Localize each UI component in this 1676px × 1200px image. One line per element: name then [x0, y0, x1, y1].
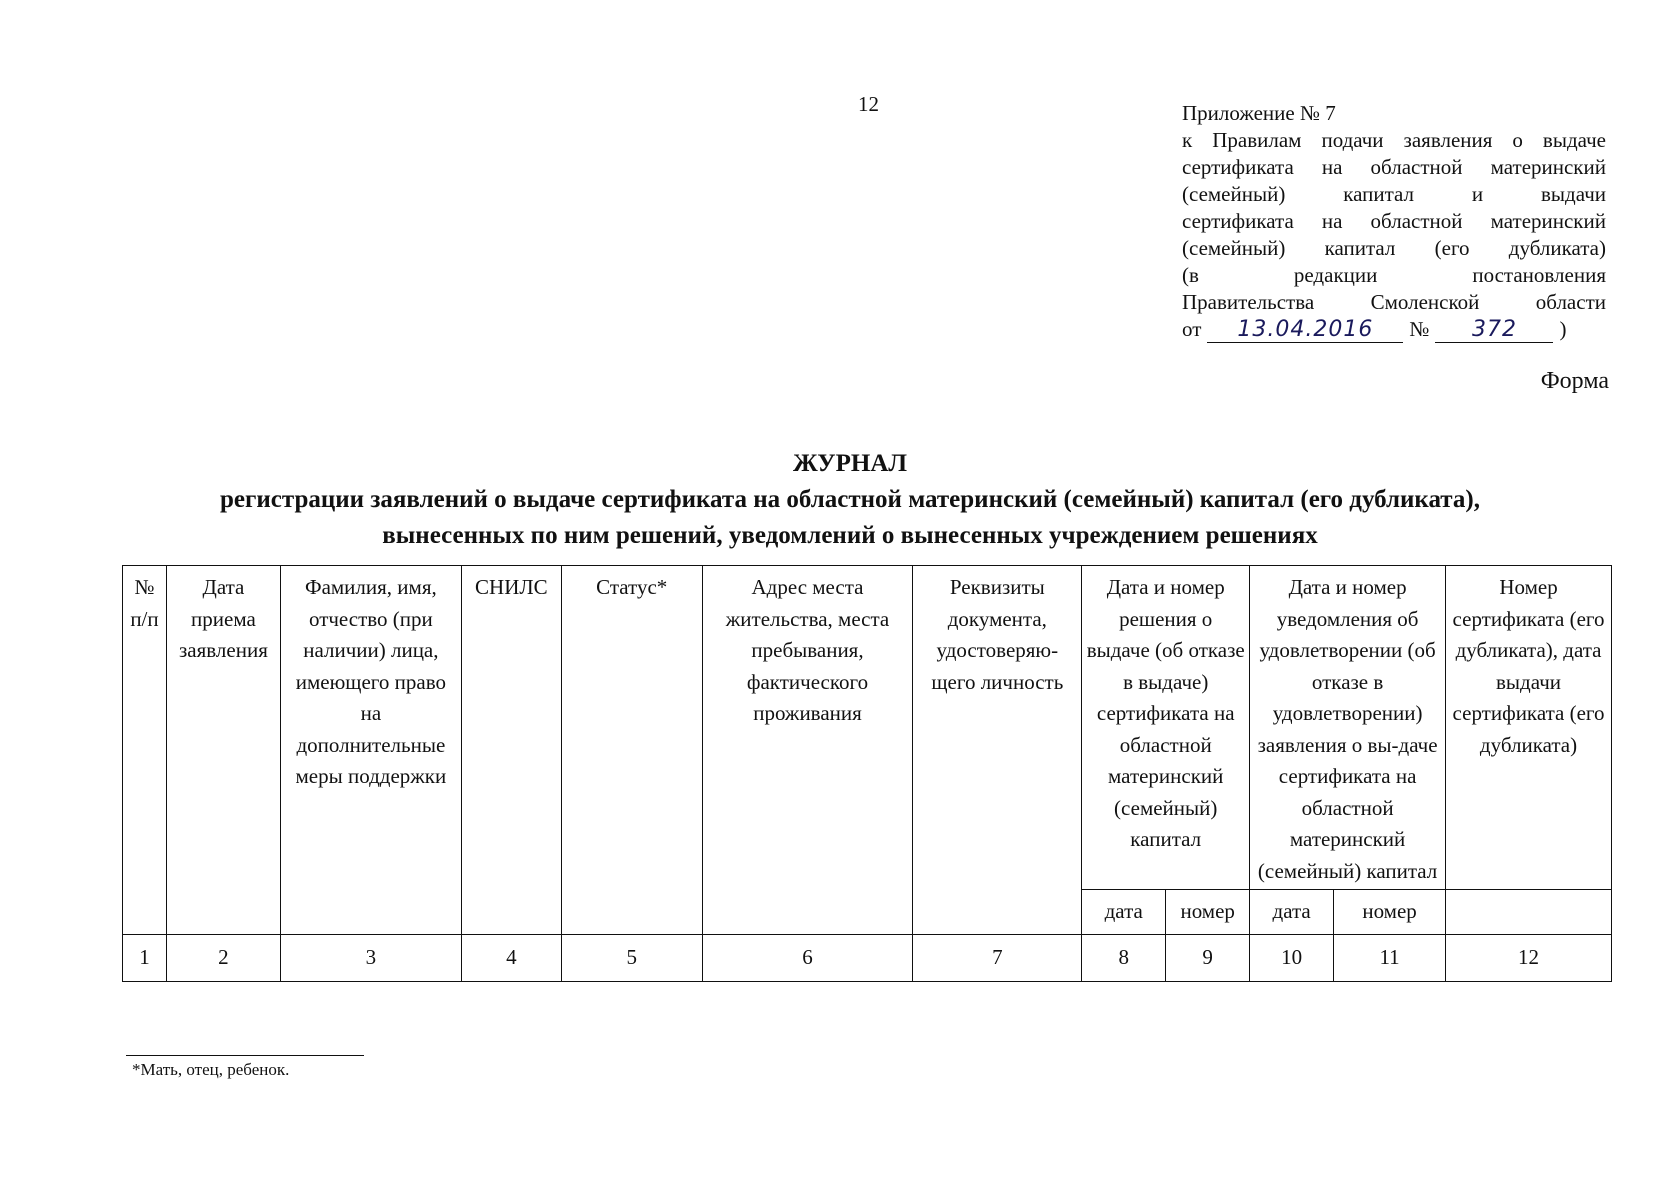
handwritten-date: 13.04.2016	[1207, 318, 1403, 343]
header-cell: Фамилия, имя, отчество (при наличии) лица, имеющего право на дополнительные меры поддержки	[280, 566, 461, 935]
footnote: *Мать, отец, ребенок.	[132, 1060, 290, 1079]
title-line-3: вынесенных по ним решений, уведомлений о вынесенных учреждением решениях	[382, 522, 1318, 549]
subheader-cell-empty	[1446, 890, 1612, 935]
from-label: от	[1182, 317, 1202, 341]
appendix-line: к Правилам подачи заявления о выдаче	[1182, 128, 1606, 152]
column-number: 6	[702, 935, 913, 982]
column-number: 3	[280, 935, 461, 982]
appendix-line: (семейный) капитал и выдачи	[1182, 182, 1606, 206]
title-line-1: ЖУРНАЛ	[792, 450, 908, 477]
header-cell: Адрес места жительства, места пребывания, фактического проживания	[702, 566, 913, 935]
column-number: 11	[1334, 935, 1446, 982]
header-cell: Дата и номер решения о выдаче (об отказе в выдаче) сертификата на областной материнский (семейный) капитал	[1082, 566, 1250, 890]
appendix-block	[1182, 100, 1606, 343]
subheader-cell: номер	[1166, 890, 1250, 935]
column-number: 2	[166, 935, 280, 982]
header-cell: Дата и номер уведомления об удовлетворении (об отказе в удовлетворении) заявления о вы-даче сертификата на областной материнский (семейный) капитал	[1250, 566, 1446, 890]
journal-table	[122, 565, 1612, 982]
column-number: 1	[123, 935, 167, 982]
header-cell: № п/п	[123, 566, 167, 935]
handwritten-number: 372	[1435, 318, 1553, 343]
column-number: 9	[1166, 935, 1250, 982]
appendix-line: (семейный) капитал (его дубликата)	[1182, 236, 1606, 260]
column-number: 7	[913, 935, 1082, 982]
resolution-reference	[1182, 316, 1606, 343]
journal-title	[0, 446, 1676, 554]
header-cell: СНИЛС	[461, 566, 561, 935]
column-number: 8	[1082, 935, 1166, 982]
column-number: 10	[1250, 935, 1334, 982]
subheader-cell: дата	[1250, 890, 1334, 935]
number-label: №	[1409, 317, 1430, 341]
column-number: 4	[461, 935, 561, 982]
header-cell: Реквизиты документа, удостоверяю-щего личность	[913, 566, 1082, 935]
page-number: 12	[858, 92, 879, 116]
subheader-cell: дата	[1082, 890, 1166, 935]
close-paren: )	[1559, 317, 1567, 341]
appendix-line: сертификата на областной материнский	[1182, 155, 1606, 179]
title-line-2: регистрации заявлений о выдаче сертификата на областной материнский (семейный) капитал (его дубликата),	[220, 486, 1480, 513]
column-number-row	[123, 935, 1612, 982]
subheader-cell: номер	[1334, 890, 1446, 935]
column-number: 12	[1446, 935, 1612, 982]
form-label: Форма	[1540, 368, 1609, 394]
header-cell: Дата приема заявления	[166, 566, 280, 935]
appendix-line: сертификата на областной материнский	[1182, 209, 1606, 233]
appendix-line: (в редакции постановления	[1182, 263, 1606, 287]
header-row	[123, 566, 1612, 890]
header-cell: Статус*	[561, 566, 702, 935]
footnote-divider	[126, 1055, 364, 1056]
appendix-line: Приложение № 7	[1182, 101, 1336, 125]
column-number: 5	[561, 935, 702, 982]
header-cell: Номер сертификата (его дубликата), дата выдачи сертификата (его дубликата)	[1446, 566, 1612, 890]
appendix-line: Правительства Смоленской области	[1182, 290, 1606, 314]
